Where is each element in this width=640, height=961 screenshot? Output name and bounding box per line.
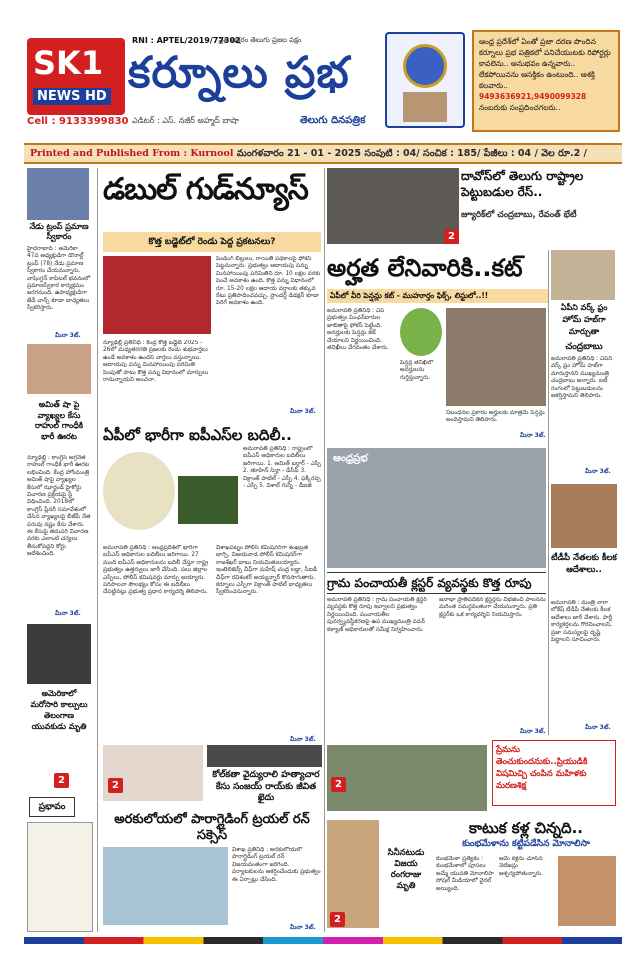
issue-date: మంగళవారం 21 - 01 - 2025 సంపుటి : 04/ సంచిక : 185/ పేజీలు : 04 / వెల రూ.2 /	[236, 148, 587, 159]
ips-sig: మీనా 3ట్.	[290, 736, 316, 743]
arhata-body-c: నిబంధనల ప్రకారం అర్హులకు మాత్రమే పెన్షన్లు అందిస్తామని తెలిపారు.	[446, 410, 545, 424]
page-badge: 2	[108, 778, 123, 793]
gram-photo	[327, 448, 546, 568]
ips-list: అమరావతి ప్రతినిధి : రాష్ట్రంలో ఐపీఎస్ అధికారుల బదిలీలు జరిగాయి. 1. అమిత్ బర్దార్ - ఎస్పీ 2. తూహిన్ సిన్హా - డీసీపీ 3. విక్రాంత్ పాటిల్ - ఎస్పీ 4. ఫక్కీరప్ప - ఎస్పీ 5. విశాల్ గున్నీ - డీఐజీ	[243, 446, 321, 490]
lokesh-sig: మీనా 3ట్.	[585, 724, 611, 731]
gram-body-b: జనాభా ప్రాతిపదికన క్లస్టర్లను విభజించి పాలనను మరింత సమర్థవంతంగా చేయనున్నారు. ప్రతి క్లస్టర్‌కు ఒక కార్యదర్శిని నియమిస్తారు.	[439, 597, 546, 618]
cbn-headline: ఏపీని వర్క్ ఫ్రం హోమ్ హబ్‌గా మార్చుతా	[560, 303, 608, 336]
lokesh-body: అమరావతి : మంత్రి నారా లోకేష్ టీడీపీ నేతలకు కీలక ఆదేశాలు జారీ చేశారు. పార్టీ కార్యకర్తలను గౌరవించాలని, ప్రజా సమస్యలపై దృష్టి పెట్టాలని సూచించారు.	[551, 600, 613, 644]
ips-badge-photo	[178, 476, 238, 524]
masthead-subtitle: ప్రతి అక్షరం తెలుగు ప్రజల పక్షం	[218, 36, 302, 44]
araku-body: విశాఖ ప్రతినిధి : అరకులోయలో పారాగ్లైడింగ్ ట్రయల్ రన్ విజయవంతంగా జరిగింది. పర్యాటకులను ఆకర్షించేందుకు ప్రభుత్వం ఈ ఏర్పాట్లు చేసింది.	[232, 847, 321, 883]
cbn-name: చంద్రబాబు	[565, 342, 603, 352]
katuka-subhead: కుంభమేళాను కట్టిపడేసిన మోనాలిసా	[462, 839, 590, 849]
editor-name: ఎడిటర్ : ఎస్. నజీర్ అహ్మద్ బాషా	[132, 116, 239, 125]
promo-phone: 9493636921,9490099328	[479, 92, 587, 101]
court-photo	[207, 745, 322, 767]
published-from: Printed and Published From : Kurnool	[30, 148, 234, 159]
trump-sig: మీనా 3ట్.	[55, 332, 81, 339]
budget-body-b: పెండింగ్ బిల్లులు, రాయితీ పథకాలపై ఫోకస్ పెట్టనున్నారు. ప్రభుత్వం ఆదాయపు పన్ను మినహాయింపు పరిమితిని రూ. 10 లక్షల వరకు పెంచే అవకాశం ఉంది. కొత్త పన్ను విధానంలో రూ. 15-20 లక్షల ఆదాయ వర్గాలకు తక్కువ రేటు ప్రతిపాదించవచ్చు. స్టాండర్డ్ డిడక్షన్ కూడా పెరిగే అవకాశం ఉంది.	[216, 256, 321, 307]
budget-body-a: న్యూఢిల్లీ ప్రతినిధి : కేంద్ర కొత్త బడ్జెట్ 2025 - 26లో మధ్యతరగతి ప్రజలకు రెండు శుభవార్తలు ఉండే అవకాశం ఉందని వార్తలు వస్తున్నాయి. ఆదాయపు పన్ను మినహాయింపు పరిమితి పెంపుతో పాటు కొత్త పన్ను విధానంలో మార్పులు రానున్నాయని అంచనా.	[103, 340, 209, 384]
recruitment-promo	[472, 30, 620, 132]
trump-headline: నేడు ట్రంప్ ప్రమాణ స్వీకారం	[29, 222, 89, 241]
davos-headline: దావోస్‌లో తెలుగు రాష్ట్రాల పెట్టుబడుల రేస్..	[461, 169, 584, 199]
page-badge: 2	[330, 912, 345, 927]
masthead-title: కర్నూలు ప్రభ	[128, 48, 350, 98]
gram-body-a: అమరావతి ప్రతినిధి : గ్రామ పంచాయతీ క్లస్టర్ వ్యవస్థకు కొత్త రూపు ఇవ్వాలని ప్రభుత్వం నిర్ణయించింది. పంచాయతీల పునర్వ్యవస్థీకరణపై ఉప ముఖ్యమంత్రి పవన్ కళ్యాణ్ అధికారులతో సమీక్ష నిర్వహించారు.	[327, 597, 427, 633]
cbn-body: అమరావతి ప్రతినిధి : ఏపీని వర్క్ ఫ్రం హోమ్ హబ్‌గా మారుస్తానని ముఖ్యమంత్రి చంద్రబాబు అన్నారు. ఐటీ రంగంలో పెట్టుబడులను ఆకర్షిస్తామని తెలిపారు.	[551, 356, 613, 400]
ap-logo	[400, 308, 442, 356]
araku-headline: అరకులోయలో పారాగ్లైడింగ్ ట్రయల్ రన్ సక్సెస్	[114, 812, 310, 843]
prabhavam-label: ప్రభావం	[29, 797, 75, 817]
budget-subhead: కొత్త బడ్జెట్‌లో రెండు పెద్ద ప్రకటనలు?	[103, 232, 321, 252]
ap-emblem	[103, 452, 175, 530]
katuka-body-a: కుంభమేళా ప్రత్యేకం : కుంభమేళాలో పూసలు అమ్మే యువతి మోనాలిసా సోషల్ మీడియాలో వైరల్ అయ్యింది.	[436, 856, 494, 892]
monalisa-portrait	[558, 856, 616, 926]
double-good-headline: డబుల్ గుడ్‌న్యూస్	[103, 172, 308, 207]
arhata-sig: మీనా 3ట్.	[520, 432, 546, 439]
araku-photo	[103, 847, 228, 925]
color-registration-bar	[24, 937, 622, 944]
trump-body: హైదరాబాద్ : అమెరికా 47వ అధ్యక్షుడిగా డొనాల్డ్ ట్రంప్ (78) నేడు ప్రమాణ స్వీకారం చేయనున్నారు. వాషింగ్టన్ కాపిటల్ భవనంలో ప్రమాణస్వీకార కార్యక్రమం జరగనుంది. ఉపాధ్యక్షుడిగా జేడీ వాన్స్ కూడా బాధ్యతలు స్వీకరిస్తారు.	[27, 246, 91, 312]
rahul-sig: మీనా 3ట్.	[55, 610, 81, 617]
rahul-headline: అమిత్ షా పై వ్యాఖ్యల కేసు రాహుల్ గాంధీకి భారీ ఊరట	[34, 400, 84, 441]
arhata-body-a: అమరావతి ప్రతినిధి : ఏపీ ప్రభుత్వం పింఛన్‌దారుల జాబితాపై ఫోకస్ పెట్టింది. అనర్హులకు పెన్షన్లు కట్ చేయాలని నిర్ణయించింది. తనిఖీలు వేగవంతం చేశారు.	[327, 308, 389, 352]
emblem-photo	[385, 32, 465, 128]
lokesh-photo	[551, 484, 617, 548]
cell-number: Cell : 9133399830	[27, 116, 129, 127]
trump-photo	[27, 168, 89, 220]
rni-number: RNI : APTEL/2019/77302	[132, 36, 241, 45]
ips-body-b: విశాఖపట్నం పోలీస్ కమిషనర్‌గా శంఖబ్రత బాగ్చి, విజయవాడ పోలీస్ కమిషనర్‌గా రాజశేఖర్ బాబు నియమితులయ్యారు. ఇంటెలిజెన్స్ చీఫ్‌గా మహేష్ చంద్ర లడ్డా, సీఐడీ చీఫ్‌గా రవిశంకర్ అయ్యన్నార్ కొనసాగుతారు. కర్నూలు ఎస్పీగా విక్రాంత్ పాటిల్ బాధ్యతలు స్వీకరించనున్నారు.	[216, 545, 318, 596]
rahul-body: న్యూఢిల్లీ : కాంగ్రెస్ అగ్రనేత రాహుల్ గాంధీకి భారీ ఊరట లభించింది. కేంద్ర హోంమంత్రి అమిత్ షాపై వ్యాఖ్యల కేసులో ఝార్ఖండ్ హైకోర్టు విచారణ ప్రక్రియపై స్టే విధించింది. 2018లో కాంగ్రెస్ ప్లీనరీ సమావేశంలో చేసిన వ్యాఖ్యలపై బీజేపీ నేత పరువు నష్టం కేసు వేశారు. ఈ కేసుపై తదుపరి విచారణ వరకు ఎలాంటి చర్యలు తీసుకోవద్దని కోర్టు ఆదేశించింది.	[27, 455, 91, 558]
araku-sig: మీనా 3ట్.	[290, 924, 316, 931]
logo-sk1: SK1	[33, 44, 104, 82]
shooting-headline: అమెరికాలో మరోసారి కాల్పులు తెలంగాణ యువకుడు మృతి	[30, 689, 88, 731]
column-rule	[548, 250, 549, 735]
monalisa-photo	[327, 745, 487, 811]
shooting-photo	[27, 624, 91, 684]
red-box-headline: ప్రేమను తెంచుకుందనుకు..ప్రియుడికి విషమిచ్చి చంపిన మహిళకు మరణశిక్ష	[492, 740, 616, 806]
cbn-sig: మీనా 3ట్.	[585, 468, 611, 475]
daily-label: తెలుగు దినపత్రిక	[300, 115, 366, 126]
kolkata-headline: కోల్‌కతా వైద్యురాలి హత్యాచార కేసు సంజయ్ రాయ్‌కు జీవిత ఖైదు	[212, 770, 320, 803]
katuka-body-b: ఆమె కళ్లను చూసిన నెటిజన్లు ఆశ్చర్యపోతున్నారు.	[499, 856, 544, 877]
ips-headline: ఏపీలో భారీగా ఐపీఎస్‌ల బదిలీ..	[103, 426, 292, 444]
arhata-headline: అర్హత లేనివారికి..కట్	[327, 254, 523, 282]
ips-body-a: అమరావతి ప్రతినిధి : ఆంధ్రప్రదేశ్‌లో భారీగా ఐపీఎస్ అధికారుల బదిలీలు జరిగాయి. 27 మంది ఐపీఎస్ అధికారులను బదిలీ చేస్తూ రాష్ట్ర ప్రభుత్వం ఉత్తర్వులు జారీ చేసింది. పలు జిల్లాల ఎస్పీలు, పోలీస్ కమిషనర్లు మార్పు అయ్యారు. పరిపాలనా సౌలభ్యం కోసం ఈ బదిలీలు చేపట్టినట్లు ప్రభుత్వ ప్రధాన కార్యదర్శి తెలిపారు.	[103, 545, 209, 596]
davos-photo	[327, 168, 459, 244]
logo-news: NEWS HD	[33, 88, 111, 105]
cinema-headline: సినీనటుడు విజయ రంగరాజు మృతి	[387, 848, 425, 891]
lokesh-headline: టీడీపీ నేతలకు కీలక ఆదేశాలు..	[551, 553, 617, 575]
cbn-photo	[551, 250, 615, 300]
cartoon-image	[27, 822, 93, 932]
arhata-body-b: పెన్షన్ల తనిఖీలో అనర్హులను గుర్తిస్తున్నారు.	[400, 360, 434, 381]
page-badge: 2	[444, 229, 459, 244]
budget-photo	[103, 256, 211, 334]
katuka-headline: కాటుక కళ్ల చిన్నది..	[468, 819, 584, 837]
page-badge: 2	[54, 773, 69, 788]
pensioners-photo	[446, 308, 546, 406]
column-rule	[97, 168, 98, 932]
promo-text: ఆంధ్ర ప్రదేశ్‌లో ఏంతో ప్రజా దరణ పొందిన కర్నూలు ప్రభ పత్రికలో పనిచేయుటకు రిపోర్టర్లు కావలెను.. అనుభవం ఉన్నవారు.. లేకపోయినను ఆసక్తికం ఉంటుంది.. ఆశక్తి కలవారు..	[479, 37, 611, 90]
budget-sig: మీనా 3ట్.	[290, 408, 316, 415]
arhata-subhead: ఏపీలో వీరి పెన్షన్లు కట్ - ముహూర్తం ఫిక్స్, లిస్టులో..!!	[327, 289, 549, 303]
editor-photo	[403, 92, 447, 122]
andhra-tag: ఆంధ్రప్రభ	[333, 453, 368, 464]
gram-headline: గ్రామ పంచాయతీ క్లస్టర్ వ్యవస్థకు కొత్త రూపు	[327, 572, 546, 594]
seal-icon	[403, 44, 447, 88]
promo-tail: నంబరుకు సంప్రదించగలరు..	[479, 103, 561, 112]
gram-sig: మీనా 3ట్.	[520, 728, 546, 735]
sk1-news-logo	[27, 38, 125, 115]
column-rule	[324, 168, 325, 932]
page-badge: 2	[331, 777, 346, 792]
rahul-photo	[27, 344, 91, 394]
publication-strip	[24, 143, 622, 164]
davos-subhead: జ్యూరిక్‌లో చంద్రబాబు, రేవంత్ భేటీ	[461, 210, 577, 220]
